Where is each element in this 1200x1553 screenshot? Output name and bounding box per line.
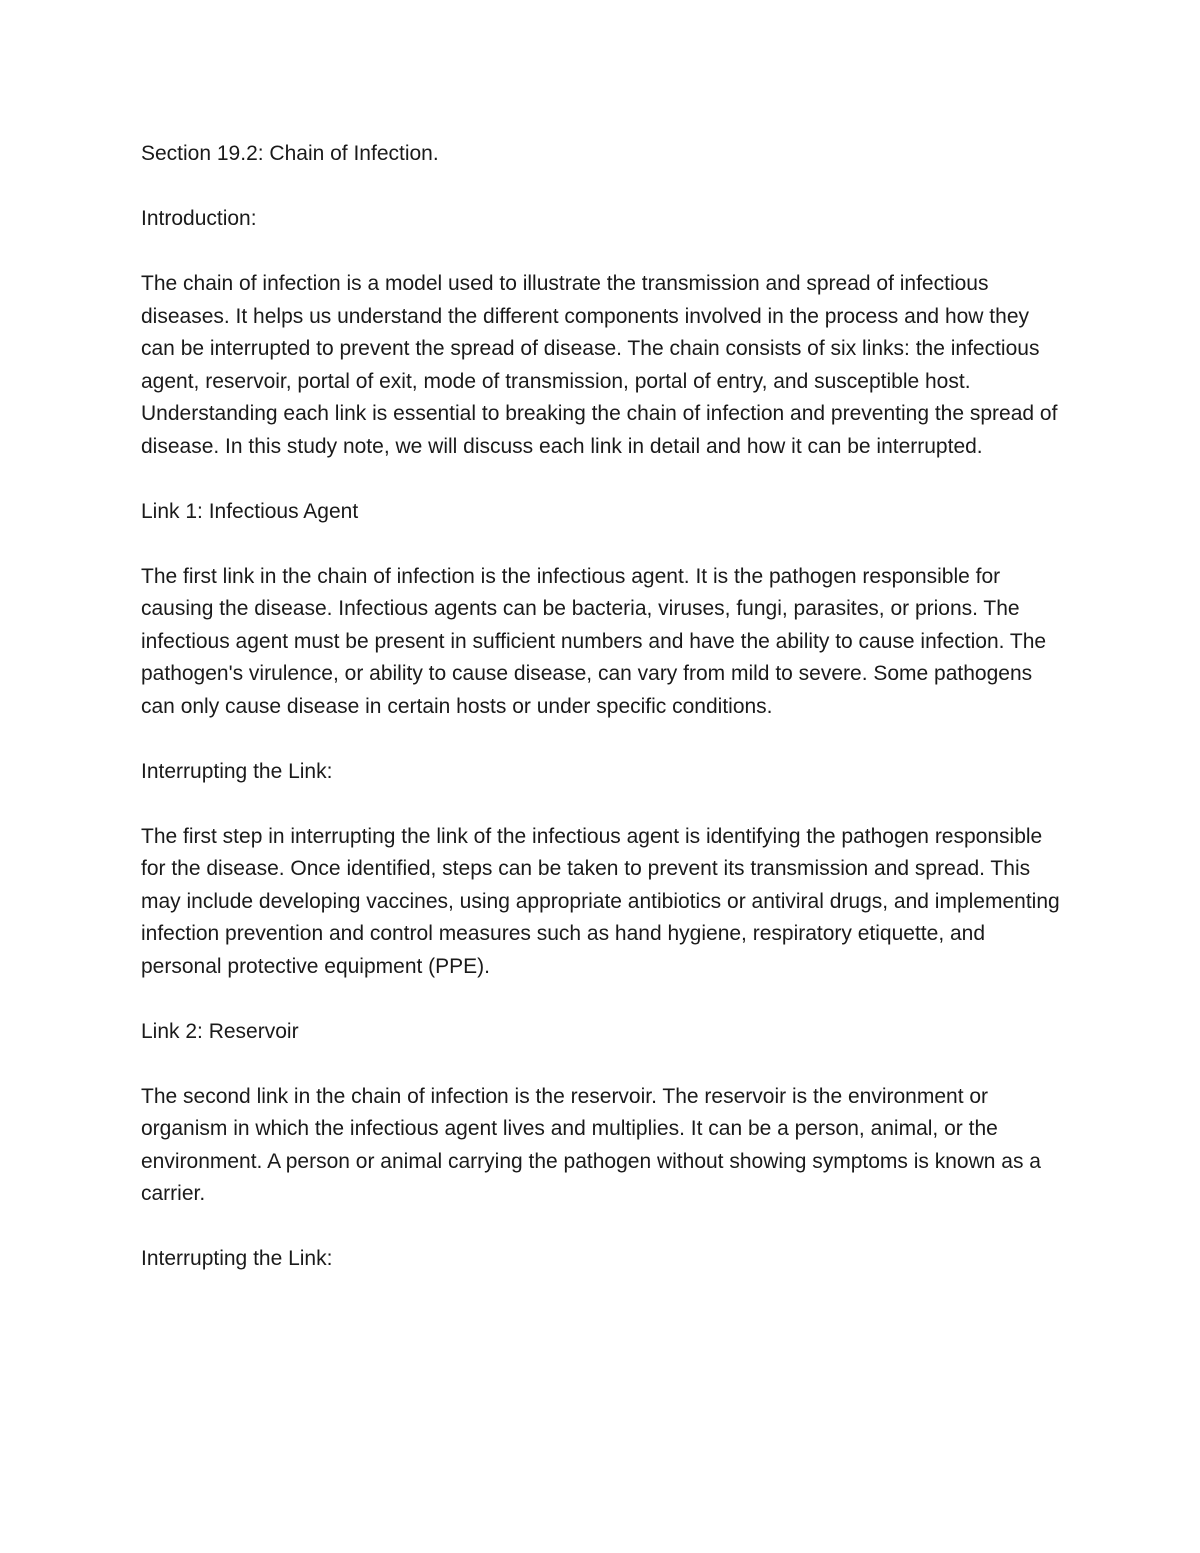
section-title: Section 19.2: Chain of Infection.	[141, 142, 439, 165]
link1-interrupt-paragraph: The first step in interrupting the link of the infectious agent is identifying the pathogen responsible for the disease. Once identified, steps can be taken to prevent its transmission and spread. This may include developing vaccines, using appropriate antibiotics or antiviral drugs, and implementing infection prevention and control measures such as hand hygiene, respiratory etiquette, and personal protective equipment (PPE).	[141, 824, 1060, 978]
intro-paragraph: The chain of infection is a model used to illustrate the transmission and spread of infectious diseases. It helps us understand the different components involved in the process and how they can be interrupted to prevent the spread of disease. The chain consists of six links: the infectious agent, reservoir, portal of exit, mode of transmission, portal of entry, and susceptible host. Understanding each link is essential to breaking the chain of infection and preventing the spread of disease. In this study note, we will discuss each link in detail and how it can be interrupted.	[141, 272, 1058, 458]
link1-paragraph: The first link in the chain of infection is the infectious agent. It is the pathogen responsible for causing the disease. Infectious agents can be bacteria, viruses, fungi, parasites, or prions. The infectious agent must be present in sufficient numbers and have the ability to cause infection. The pathogen's virulence, or ability to cause disease, can vary from mild to severe. Some pathogens can only cause disease in certain hosts or under specific conditions.	[141, 564, 1047, 718]
link2-paragraph: The second link in the chain of infection is the reservoir. The reservoir is the environment or organism in which the infectious agent lives and multiplies. It can be a person, animal, or the environment. A person or animal carrying the pathogen without showing symptoms is known as a carrier.	[141, 1084, 1041, 1205]
link1-interrupt-heading: Interrupting the Link:	[141, 759, 333, 783]
link2-interrupt-heading: Interrupting the Link:	[141, 1247, 333, 1270]
link2-heading: Link 2: Reservoir	[141, 1019, 299, 1043]
link1-heading: Link 1: Infectious Agent	[141, 499, 359, 523]
intro-heading: Introduction:	[141, 207, 257, 230]
document-body	[141, 138, 1066, 1308]
